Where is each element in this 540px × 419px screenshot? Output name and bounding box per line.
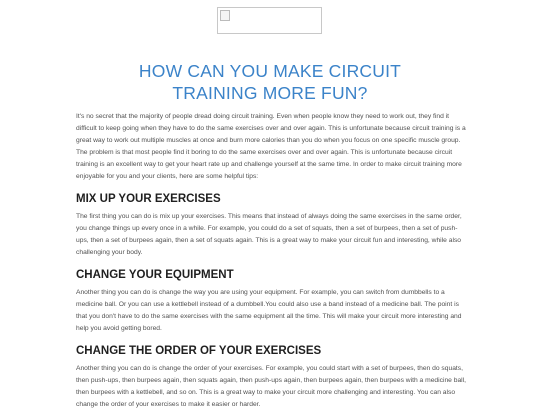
section-body-equipment: Another thing you can do is change the way you are using your equipment. For example, you can switch from dumbbells to a medicine ball. Or you can use a kettlebell instead of a dumbbell.You could also use a band instead of a medicine ball. The point is that you don't have to do the same exercises with the same equipment all the time. This will make your circuit more interesting and help you avoid getting bored. xyxy=(76,289,462,332)
section-heading-mix-up: MIX UP YOUR EXERCISES xyxy=(76,193,221,205)
section-body-order: Another thing you can do is change the order of your exercises. For example, you could start with a set of burpees, then do squats, then push-ups, then burpees again, then squats again, then push-ups again, then burpees again, then burpees with a medicine ball, then burpees with a kettlebell, and so on. This is a great way to make your circuit more challenging and interesting. You can also change the order of your exercises to make it easier or harder. xyxy=(76,365,467,408)
section-body-mix-up: The first thing you can do is mix up your exercises. This means that instead of always doing the same exercises in the same order, you change things up every once in a while. For example, you could do a set of squats, then a set of burpees, then a set of push-ups, then a set of burpees again, then a set of squats again. This is a great way to make your circuit fun and interesting, while also challenging your body. xyxy=(76,213,462,256)
broken-image-icon xyxy=(220,10,230,21)
section-heading-order: CHANGE THE ORDER OF YOUR EXERCISES xyxy=(76,345,322,357)
intro-paragraph: It's no secret that the majority of people dread doing circuit training. Even when people know they need to work out, they find it difficult to keep going when they have to do the same exercises over and over again. This is unfortunate because circuit training is a great way to work out multiple muscles at once and burn more calories than you do when you focus on one specific muscle group. The problem is that most people find it boring to do the same exercises over and over again. This is unfortunate because circuit training is an excellent way to get your heart rate up and challenge yourself at the same time. In order to make circuit training more enjoyable for you and your clients, here are some helpful tips: xyxy=(76,113,466,180)
page-title-line-2: TRAINING MORE FUN? xyxy=(172,83,368,103)
logo-image[interactable] xyxy=(217,7,322,34)
page-title xyxy=(60,60,480,104)
page-title-line-1: HOW CAN YOU MAKE CIRCUIT xyxy=(138,61,402,81)
article-body xyxy=(76,111,468,419)
section-heading-equipment: CHANGE YOUR EQUIPMENT xyxy=(76,269,234,281)
